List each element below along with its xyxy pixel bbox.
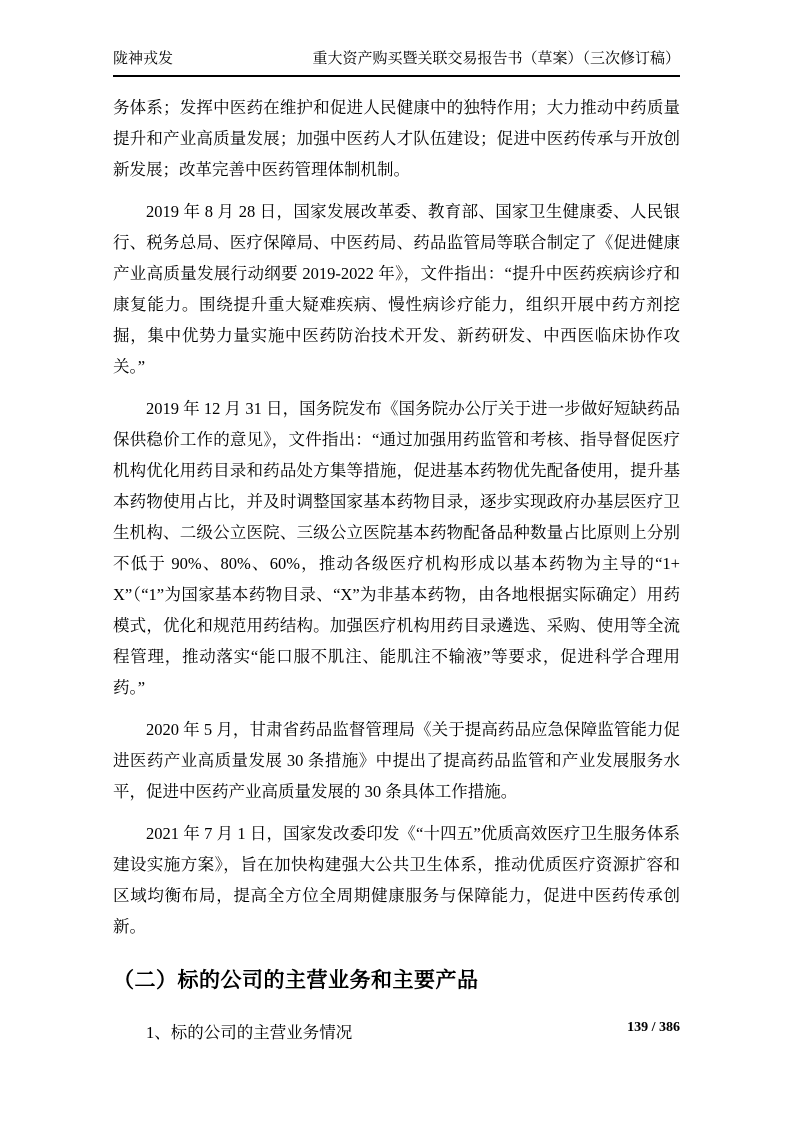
header-report-title: 重大资产购买暨关联交易报告书（草案）（三次修订稿） bbox=[312, 51, 680, 67]
page-number: 139 / 386 bbox=[627, 1020, 680, 1035]
paragraph: 2019 年 8 月 28 日，国家发展改革委、教育部、国家卫生健康委、人民银行、税务总局、医疗保障局、中医药局、药品监管局等联合制定了《促进健康产业高质量发展行动纲要 2019-2022 年》，文件指出：“提升中医药疾病诊疗和康复能力。围绕提升重大疑难疾病、慢性病诊疗能力，组织开展中药方剂挖掘，集中优势力量实施中医药防治技术开发、新药研发、中西医临床协作攻关。” bbox=[113, 201, 680, 376]
paragraph: 2020 年 5 月，甘肃省药品监督管理局《关于提高药品应急保障监管能力促进医药产业高质量发展 30 条措施》中提出了提高药品监管和产业发展服务水平，促进中医药产业高质量发展的 30 条具体工作措施。 bbox=[113, 719, 680, 801]
subsection-heading: 1、标的公司的主营业务情况 bbox=[146, 1022, 353, 1042]
header-company-name: 陇神戎发 bbox=[113, 51, 174, 67]
paragraph: 务体系；发挥中医药在维护和促进人民健康中的独特作用；大力推动中药质量提升和产业高质量发展；加强中医药人才队伍建设；促进中医药传承与开放创新发展；改革完善中医药管理体制机制。 bbox=[113, 97, 680, 179]
page-content bbox=[113, 77, 680, 1048]
paragraph: 2019 年 12 月 31 日，国务院发布《国务院办公厅关于进一步做好短缺药品保供稳价工作的意见》，文件指出：“通过加强用药监管和考核、指导督促医疗机构优化用药目录和药品处方集等措施，促进基本药物优先配备使用，提升基本药物使用占比，并及时调整国家基本药物目录，逐步实现政府办基层医疗卫生机构、二级公立医院、三级公立医院基本药物配备品种数量占比原则上分别不低于 90%、80%、60%，推动各级医疗机构形成以基本药物为主导的“1+X”（“1”为国家基本药物目录、“X”为非基本药物，由各地根据实际确定）用药模式，优化和规范用药结构。加强医疗机构用药目录遴选、采购、使用等全流程管理，推动落实“能口服不肌注、能肌注不输液”等要求，促进科学合理用药。” bbox=[113, 398, 680, 697]
paragraph: 2021 年 7 月 1 日，国家发改委印发《“十四五”优质高效医疗卫生服务体系建设实施方案》，旨在加快构建强大公共卫生体系，推动优质医疗资源扩容和区域均衡布局，提高全方位全周期健康服务与保障能力，促进中医药传承创新。 bbox=[113, 823, 680, 936]
section-heading: （二）标的公司的主营业务和主要产品 bbox=[113, 968, 479, 992]
page-header bbox=[113, 50, 680, 77]
